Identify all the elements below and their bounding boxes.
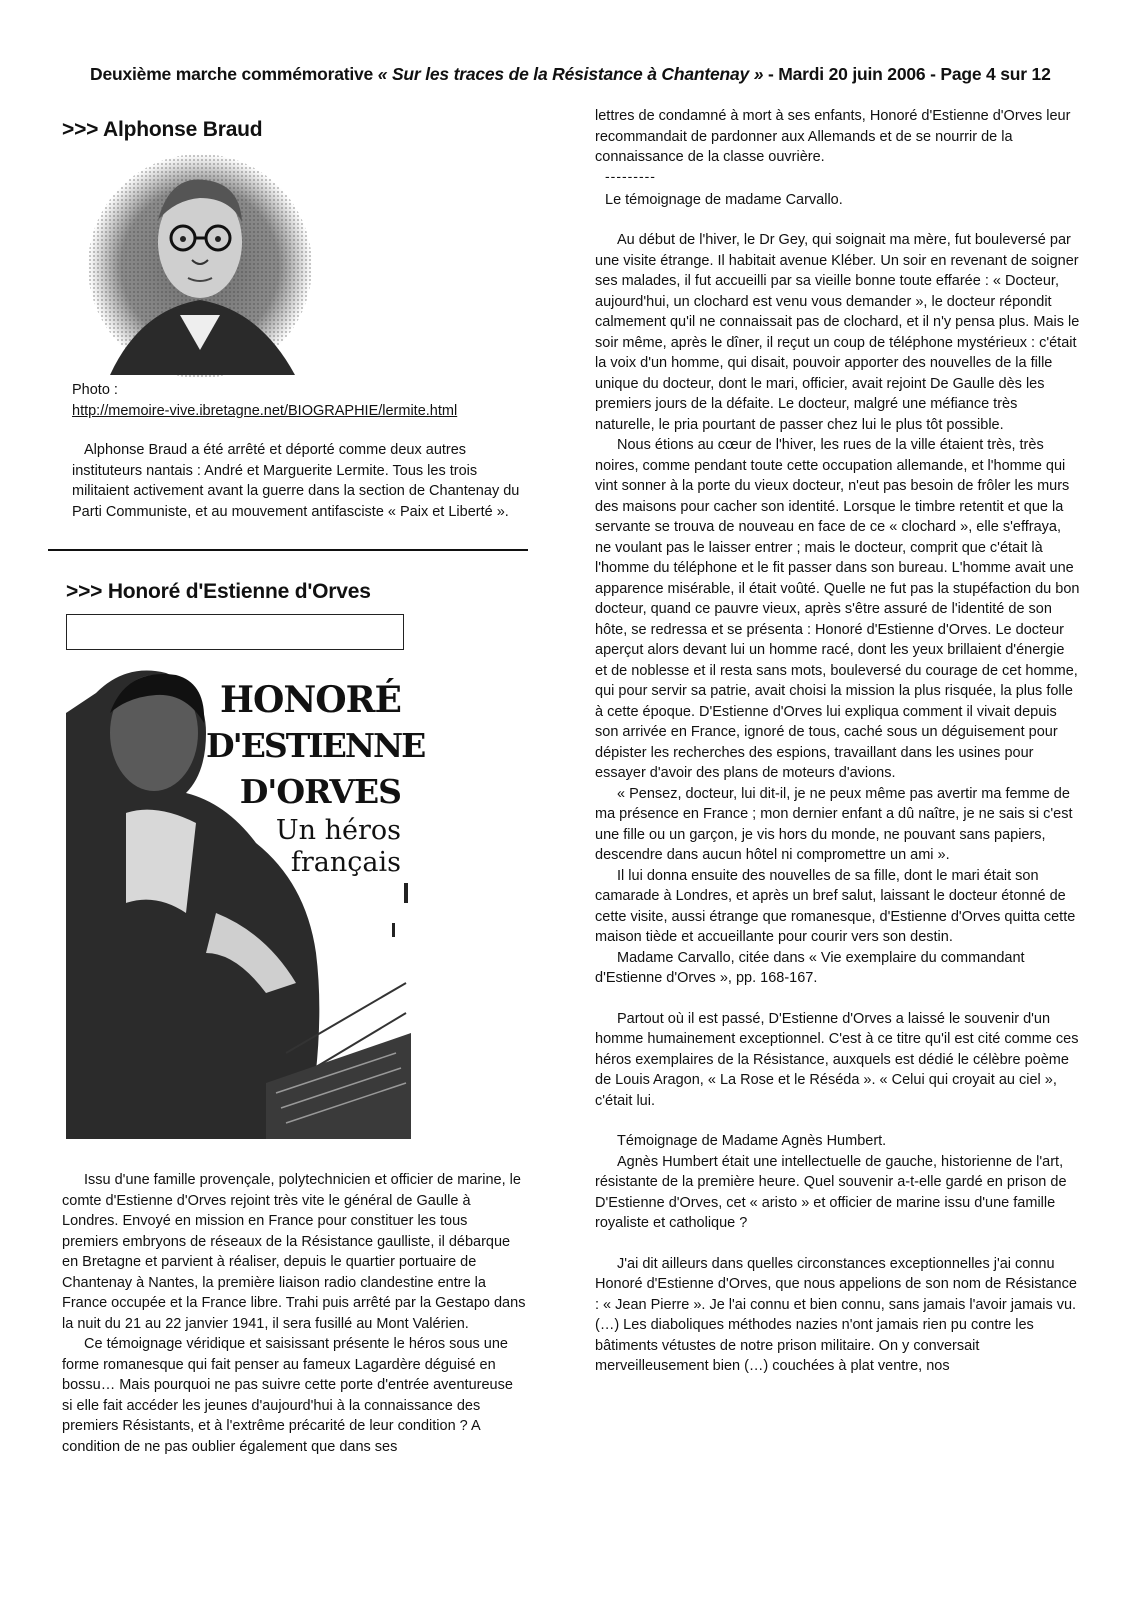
carvallo-paragraph-2: Nous étions au cœur de l'hiver, les rues de la ville étaient très, très noires, comme pendant toute cette occupation allemande, et l'homme qui vint sonner à la porte du vieux docteur, n'eut pas besoin de frôler les murs des maisons pour cacher son identité. Lorsque le timbre retentit et que la servante se trouva de nouveau en face de ce « clochard », elle s'effraya, ne voulant pas le laisser entrer ; mais le docteur, comprit que c'était là l'homme du téléphone et le fit passer dans son bureau. L'homme avait une apparence misérable, il était voûté. Quelle ne fut pas la stupéfaction du bon docteur, quand ce pauvre vieux, après s'être assuré de l'identité de son hôte, se redressa et se présenta : Honoré d'Estienne d'Orves. Le docteur aperçut alors devant lui un homme racé, dont les yeux brillaient d'énergie et de noblesse et il resta sans mots, bouleversé du courage de cet homme, qui pour servir sa patrie, avait choisi la mission la plus risquée, la plus folle à cette époque. D'Estienne d'Orves lui expliqua comment il vivait depuis son arrivée en France, ignoré de tous, caché sous un déguisement pour dépister les recherches des espions, travaillant dans les usines pour essayer d'avoir des plans de moteurs d'avions.	[595, 437, 1080, 781]
cover-title	[206, 677, 425, 879]
carvallo-paragraph-3: « Pensez, docteur, lui dit-il, je ne peux même pas avertir ma femme de ma présence en France ; mon dernier enfant a dû naître, je ne sais si c'est une fille ou un garçon, je vis hors du monde, ne pouvant sans papiers, descendre dans aucun hôtel ni compromettre un ami ».	[595, 785, 1073, 863]
cover-line-2: D'ESTIENNE	[206, 726, 425, 765]
photo-caption-label: Photo :	[72, 382, 118, 398]
header-italic-title: « Sur les traces de la Résistance à Chantenay »	[377, 64, 764, 84]
cover-line-1: HONORÉ	[220, 679, 401, 721]
honore-paragraph-2: Ce témoignage véridique et saisissant présente le héros sous une forme romanesque qui fait penser au fameux Lagardère déguisé en bossu… Mais pourquoi ne pas suivre cette porte d'entrée aventureuse si elle fait accéder les jeunes d'aujourd'hui à la connaissance des premiers Résistants, et à l'extrême précarité de leur condition ? A condition de ne pas oublier également que dans ses	[62, 1336, 513, 1455]
humbert-heading: Témoignage de Madame Agnès Humbert.	[617, 1133, 887, 1149]
empty-frame	[66, 614, 404, 650]
cover-line-4: Un héros	[275, 815, 401, 846]
honore-paragraph-1: Issu d'une famille provençale, polytechnicien et officier de marine, le comte d'Estienne d'Orves rejoint très vite le général de Gaulle à Londres. Envoyé en mission en France pour constituer les tous premiers embryons de réseaux de la Résistance gaulliste, il débarque en Bretagne et parvient à réaliser, depuis le quartier portuaire de Chantenay à Nantes, la première liaison radio clandestine entre la France occupée et la France libre. Trahi puis arrêté par la Gestapo dans la nuit du 21 au 22 janvier 1941, il sera fusillé au Mont Valérien.	[62, 1172, 526, 1332]
braud-title: >>> Alphonse Braud	[62, 118, 263, 141]
separator-dashes: ---------	[605, 167, 656, 184]
carvallo-citation: Madame Carvallo, citée dans « Vie exemplaire du commandant d'Estienne d'Orves », pp. 168-167.	[595, 949, 1025, 986]
carvallo-paragraph-4: Il lui donna ensuite des nouvelles de sa fille, dont le mari était son camarade à Londres, et après un bref salut, laissant le docteur étonné de cette visite, aussi étrange que romanesque, d'Estienne d'Orves quitta cette maison tiède et accueillante pour courir vers son destin.	[595, 867, 1076, 945]
honore-title: >>> Honoré d'Estienne d'Orves	[66, 580, 371, 603]
right-column	[595, 106, 1080, 1377]
humbert-intro: Agnès Humbert était une intellectuelle de gauche, historienne de l'art, résistante de la première heure. Quel souvenir a-t-elle gardé en prison de D'Estienne d'Orves, cet « aristo » et officier de marine issu d'une famille royaliste et catholique ?	[595, 1153, 1067, 1231]
section-divider	[48, 549, 528, 551]
carvallo-heading: Le témoignage de madame Carvallo.	[605, 191, 843, 208]
photo-caption	[72, 380, 457, 422]
left-column	[62, 118, 527, 1455]
book-cover	[66, 653, 425, 1139]
cover-line-3: D'ORVES	[239, 772, 401, 811]
honore-text	[62, 1170, 527, 1457]
humbert-quote: J'ai dit ailleurs dans quelles circonstances exceptionnelles j'ai connu Honoré d'Estienne d'Orves, que nous appelions de son nom de Résistance : « Jean Pierre ». Je l'ai connu et bien connu, sans jamais l'avoir jamais vu. (…) Les diaboliques méthodes nazies n'ont jamais rien pu contre les bâtiments vétustes de notre prison militaire. On y conversait merveilleusement bien (…) couchées à plat ventre, nos	[595, 1255, 1077, 1374]
header-prefix: Deuxième marche commémorative	[90, 64, 374, 84]
partout-paragraph: Partout où il est passé, D'Estienne d'Orves a laissé le souvenir d'un homme humainement exceptionnel. C'est à ce titre qu'il est cité comme ces héros exemplaires de la Résistance, auxquels est dédié le célèbre poème de Louis Aragon, « La Rose et le Réséda ». « Celui qui croyait au ciel », c'était lui.	[595, 1010, 1079, 1109]
braud-paragraph: Alphonse Braud a été arrêté et déporté comme deux autres instituteurs nantais : André et Marguerite Lermite. Tous les trois militaient activement avant la guerre dans la section de Chantenay du Parti Communiste, et au mouvement antifasciste « Paix et Liberté ».	[72, 442, 520, 520]
cover-line-5: français	[290, 847, 401, 878]
continued-paragraph: lettres de condamné à mort à ses enfants, Honoré d'Estienne d'Orves leur recommandait de pardonner aux Allemands et de se nourrir de la connaissance de la classe ouvrière.	[595, 108, 1071, 165]
portrait-photo-icon	[80, 150, 320, 382]
photo-source-link[interactable]: http://memoire-vive.ibretagne.net/BIOGRAPHIE/lermite.html	[72, 403, 458, 419]
carvallo-paragraph-1: Au début de l'hiver, le Dr Gey, qui soignait ma mère, fut bouleversé par une visite étrange. Il habitait avenue Kléber. Un soir en revenant de soigner ses malades, il fut accueilli par sa vieille bonne toute effarée : « Docteur, aujourd'hui, un clochard est venu vous demander », le docteur répondit calmement qu'il ne connaissait pas de clochard, et il n'y pensa plus. Mais le soir même, après le dîner, il reçut un coup de téléphone mystérieux : c'était la voix d'un homme, qui disait, pouvoir apporter des nouvelles de la fille unique du docteur, dont le mari, officier, avait rejoint De Gaulle dès les premiers jours de la défaite. Le docteur, malgré une méfiance très naturelle, le pria pourtant de passer chez lui le plus tôt possible.	[595, 232, 1080, 433]
header-suffix: - Mardi 20 juin 2006 - Page 4 sur 12	[767, 64, 1051, 84]
page-header	[90, 64, 1070, 85]
